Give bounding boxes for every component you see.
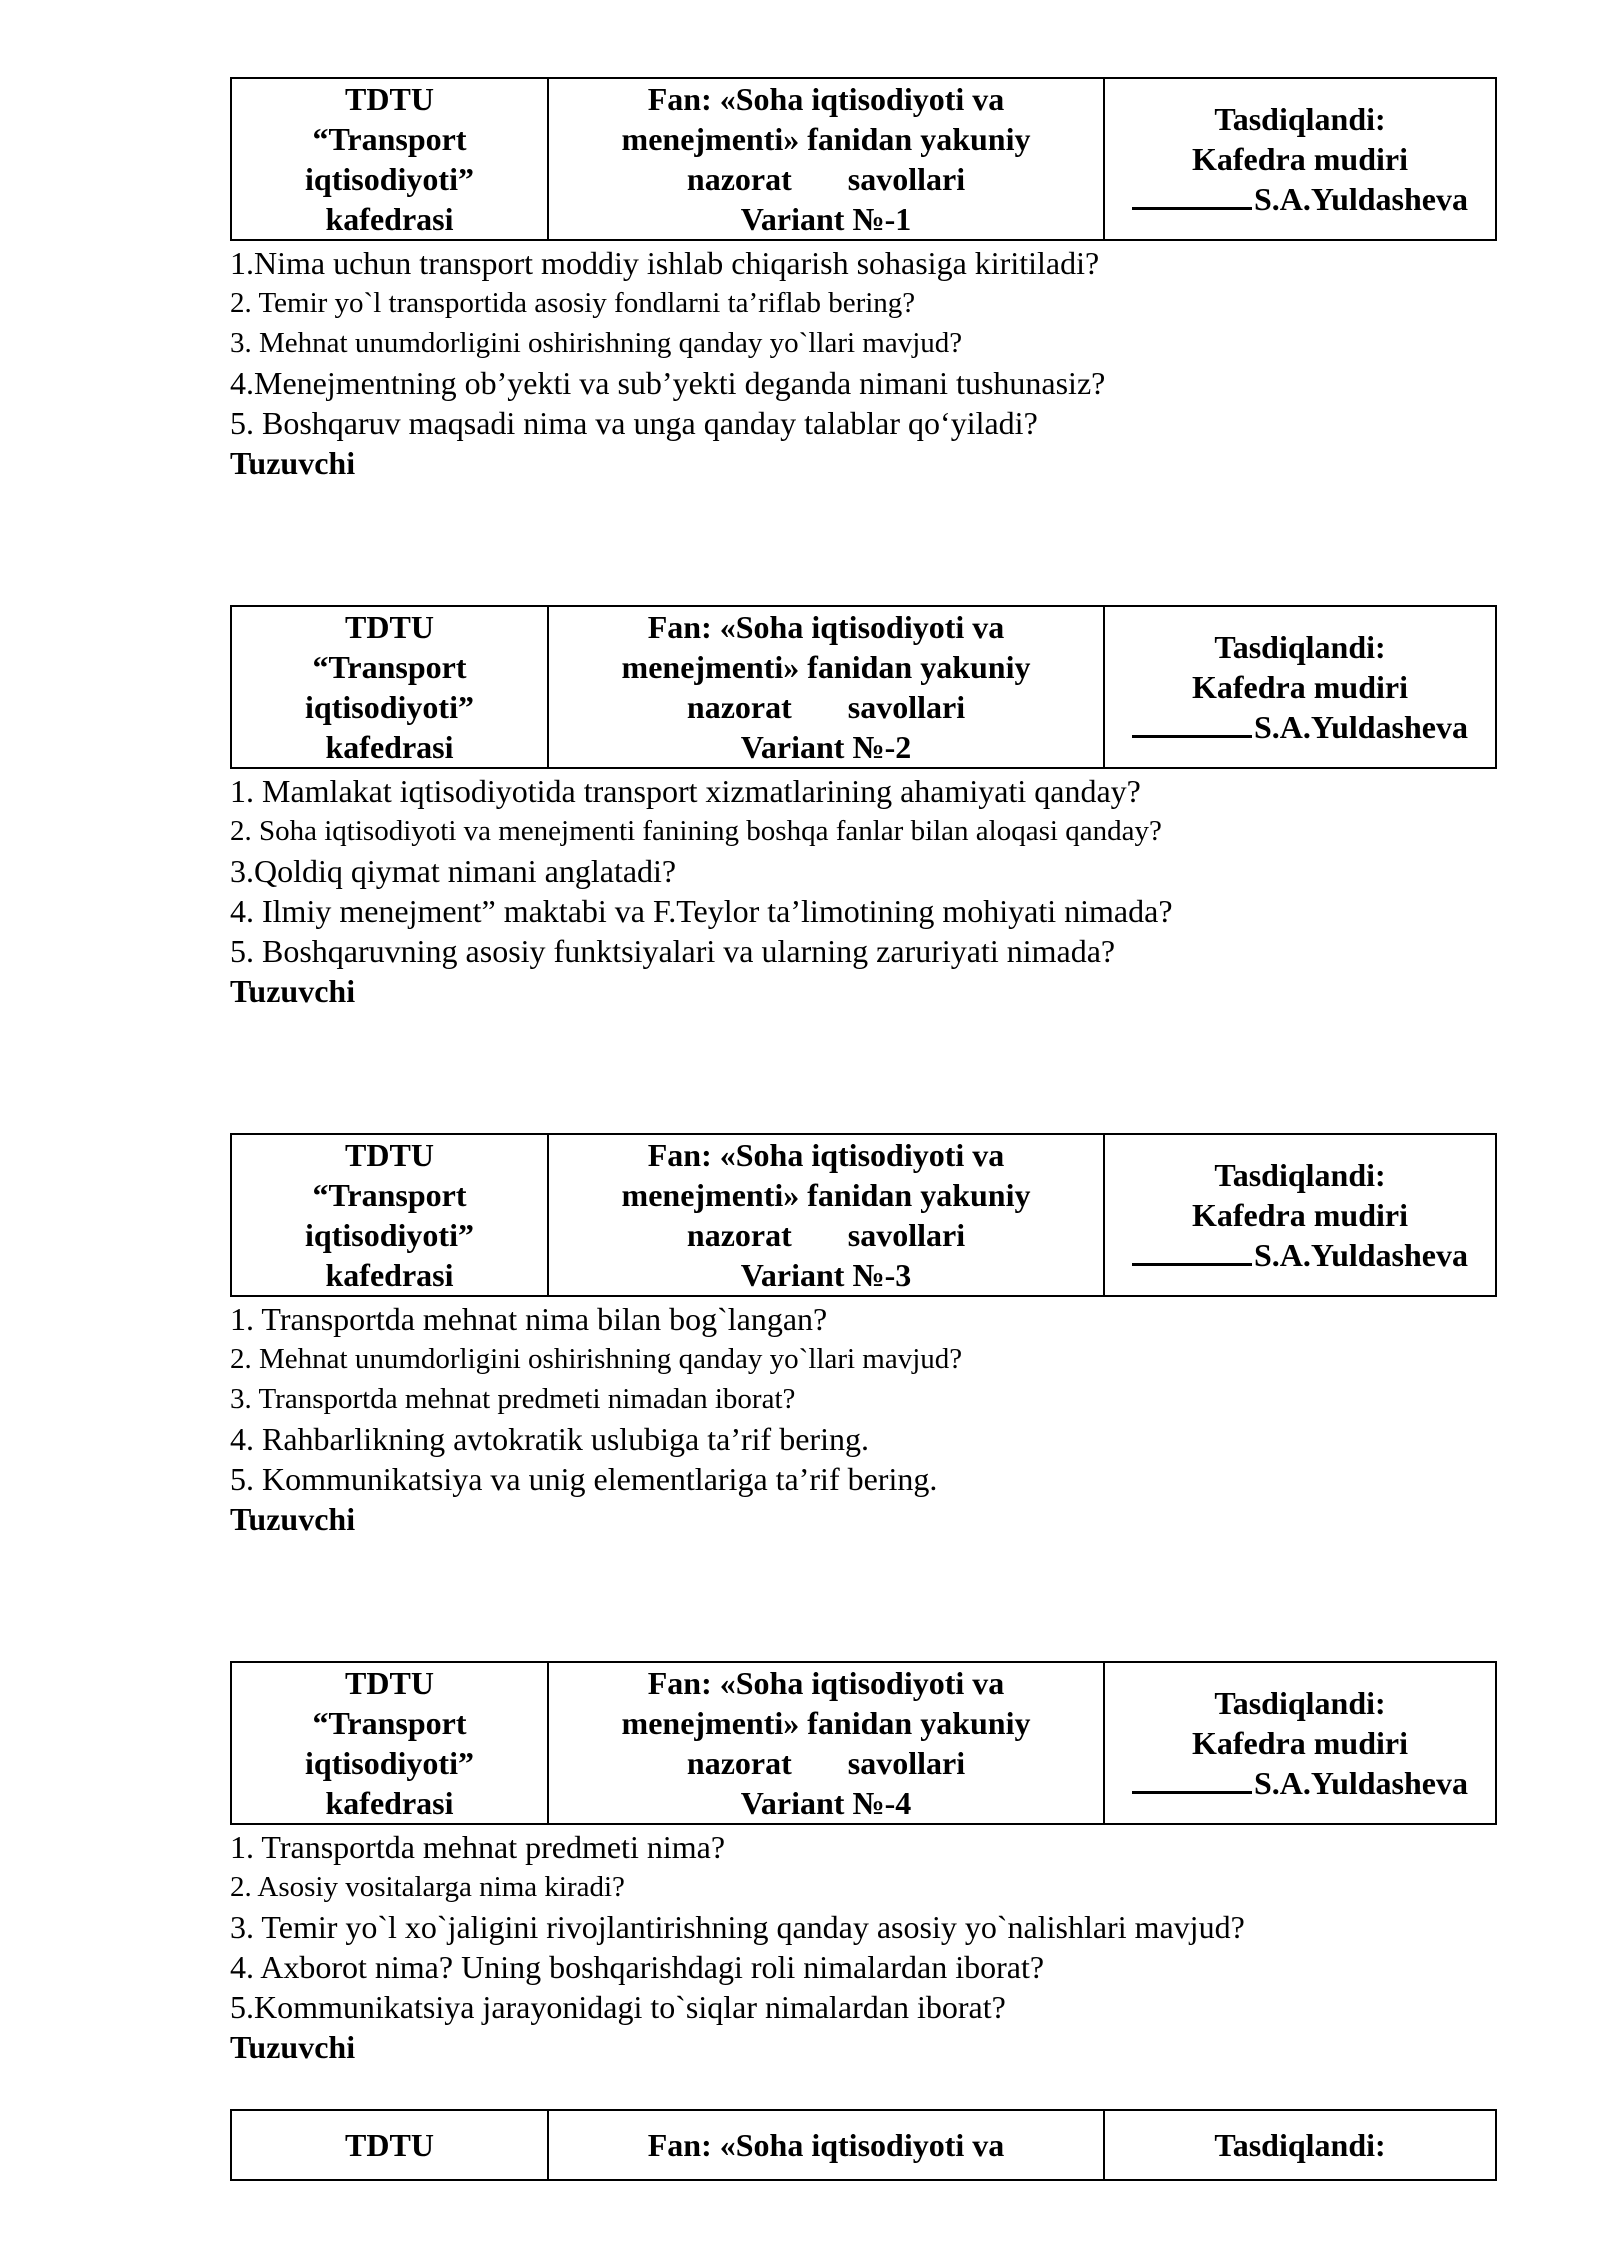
department-line: iqtisodiyoti” bbox=[305, 689, 474, 725]
department-cell bbox=[231, 78, 548, 240]
subject-line: menejmenti» fanidan yakuniy bbox=[621, 649, 1031, 685]
question-item: 4. Rahbarlikning avtokratik uslubiga ta’rif bering. bbox=[230, 1421, 869, 1457]
question-item: 2. Asosiy vositalarga nima kiradi? bbox=[230, 1871, 625, 1903]
question-list bbox=[230, 1299, 1495, 1499]
department-line: kafedrasi bbox=[325, 1785, 454, 1821]
subject-cell bbox=[548, 1134, 1104, 1296]
subject-line: Fan: «Soha iqtisodiyoti va bbox=[647, 609, 1005, 645]
signature-line bbox=[1132, 1239, 1252, 1266]
approval-signature bbox=[1109, 707, 1491, 747]
subject-cell bbox=[548, 78, 1104, 240]
question-item: 5.Kommunikatsiya jarayonidagi to`siqlar nimalardan iborat? bbox=[230, 1989, 1006, 2025]
question-item: 3.Qoldiq qiymat nimani anglatadi? bbox=[230, 853, 677, 889]
department-cell bbox=[231, 1134, 548, 1296]
department-line: kafedrasi bbox=[325, 201, 454, 237]
approval-signature bbox=[1109, 1763, 1491, 1803]
department-line: kafedrasi bbox=[325, 729, 454, 765]
approval-cell bbox=[1104, 1662, 1496, 1824]
approver-name: S.A.Yuldasheva bbox=[1253, 181, 1468, 217]
approval-signature bbox=[1109, 1235, 1491, 1275]
department-line: iqtisodiyoti” bbox=[305, 1745, 474, 1781]
subject-line: Fan: «Soha iqtisodiyoti va bbox=[647, 1137, 1005, 1173]
subject-line: menejmenti» fanidan yakuniy bbox=[621, 1705, 1031, 1741]
header-table bbox=[230, 1133, 1497, 1297]
question-item: 5. Boshqaruvning asosiy funktsiyalari va ularning zaruriyati nimada? bbox=[230, 933, 1116, 969]
department-line: TDTU bbox=[345, 81, 434, 117]
question-item: 1. Mamlakat iqtisodiyotida transport xizmatlarining ahamiyati qanday? bbox=[230, 773, 1141, 809]
approval-cell bbox=[1104, 78, 1496, 240]
header-table bbox=[230, 2109, 1497, 2181]
approval-label: Tasdiqlandi: bbox=[1214, 2127, 1386, 2163]
header-table bbox=[230, 1661, 1497, 1825]
department-line: TDTU bbox=[345, 609, 434, 645]
nazorat-word: nazorat bbox=[686, 161, 792, 197]
subject-line: Fan: «Soha iqtisodiyoti va bbox=[647, 2127, 1005, 2163]
signature-line bbox=[1132, 1767, 1252, 1794]
subject-line bbox=[553, 159, 1099, 199]
department-line: TDTU bbox=[345, 1665, 434, 1701]
subject-cell bbox=[548, 1662, 1104, 1824]
question-item: 2. Soha iqtisodiyoti va menejmenti fanining boshqa fanlar bilan aloqasi qanday? bbox=[230, 815, 1162, 847]
department-line: iqtisodiyoti” bbox=[305, 161, 474, 197]
approver-name: S.A.Yuldasheva bbox=[1253, 709, 1468, 745]
variant-title: Variant №-4 bbox=[740, 1785, 912, 1821]
question-item: 3. Temir yo`l xo`jaligini rivojlantirishning qanday asosiy yo`nalishlari mavjud? bbox=[230, 1909, 1245, 1945]
question-item: 5. Boshqaruv maqsadi nima va unga qanday talablar qo‘yiladi? bbox=[230, 405, 1038, 441]
question-item: 4. Ilmiy menejment” maktabi va F.Teylor ta’limotining mohiyati nimada? bbox=[230, 893, 1173, 929]
approval-cell bbox=[1104, 2110, 1496, 2180]
question-item: 1. Transportda mehnat predmeti nima? bbox=[230, 1829, 726, 1865]
question-item: 2. Temir yo`l transportida asosiy fondlarni ta’riflab bering? bbox=[230, 287, 916, 319]
department-line: iqtisodiyoti” bbox=[305, 1217, 474, 1253]
author-label: Tuzuvchi bbox=[230, 445, 356, 481]
signature-line bbox=[1132, 711, 1252, 738]
header-table bbox=[230, 605, 1497, 769]
subject-line: menejmenti» fanidan yakuniy bbox=[621, 121, 1031, 157]
question-item: 2. Mehnat unumdorligini oshirishning qanday yo`llari mavjud? bbox=[230, 1343, 963, 1375]
header-table bbox=[230, 77, 1497, 241]
approval-label: Tasdiqlandi: bbox=[1214, 1685, 1386, 1721]
nazorat-word: nazorat bbox=[686, 689, 792, 725]
variant-block bbox=[230, 605, 1495, 1011]
subject-line bbox=[553, 1743, 1099, 1783]
variant-block bbox=[230, 1661, 1495, 2067]
question-list bbox=[230, 771, 1495, 971]
department-line: “Transport bbox=[312, 121, 467, 157]
question-item: 4. Axborot nima? Uning boshqarishdagi roli nimalardan iborat? bbox=[230, 1949, 1045, 1985]
subject-cell bbox=[548, 2110, 1104, 2180]
variant-block-partial bbox=[230, 2109, 1495, 2181]
approval-position: Kafedra mudiri bbox=[1192, 1725, 1408, 1761]
question-item: 4.Menejmentning ob’yekti va sub’yekti deganda nimani tushunasiz? bbox=[230, 365, 1106, 401]
department-line: “Transport bbox=[312, 1705, 467, 1741]
nazorat-word: nazorat bbox=[686, 1745, 792, 1781]
approval-signature bbox=[1109, 179, 1491, 219]
approver-name: S.A.Yuldasheva bbox=[1253, 1765, 1468, 1801]
approval-position: Kafedra mudiri bbox=[1192, 669, 1408, 705]
savollari-word: savollari bbox=[847, 161, 966, 197]
department-cell bbox=[231, 1662, 548, 1824]
approval-label: Tasdiqlandi: bbox=[1214, 1157, 1386, 1193]
subject-line: Fan: «Soha iqtisodiyoti va bbox=[647, 81, 1005, 117]
question-item: 1. Transportda mehnat nima bilan bog`langan? bbox=[230, 1301, 828, 1337]
department-line: TDTU bbox=[345, 2127, 434, 2163]
signature-line bbox=[1132, 183, 1252, 210]
subject-cell bbox=[548, 606, 1104, 768]
approval-label: Tasdiqlandi: bbox=[1214, 101, 1386, 137]
department-cell bbox=[231, 2110, 548, 2180]
variant-title: Variant №-1 bbox=[740, 201, 912, 237]
approval-cell bbox=[1104, 1134, 1496, 1296]
subject-line: menejmenti» fanidan yakuniy bbox=[621, 1177, 1031, 1213]
author-label: Tuzuvchi bbox=[230, 1501, 356, 1537]
variant-block bbox=[230, 1133, 1495, 1539]
approver-name: S.A.Yuldasheva bbox=[1253, 1237, 1468, 1273]
approval-label: Tasdiqlandi: bbox=[1214, 629, 1386, 665]
department-line: “Transport bbox=[312, 649, 467, 685]
approval-position: Kafedra mudiri bbox=[1192, 1197, 1408, 1233]
variant-title: Variant №-3 bbox=[740, 1257, 912, 1293]
question-item: 1.Nima uchun transport moddiy ishlab chiqarish sohasiga kiritiladi? bbox=[230, 245, 1100, 281]
approval-position: Kafedra mudiri bbox=[1192, 141, 1408, 177]
question-item: 3. Transportda mehnat predmeti nimadan iborat? bbox=[230, 1383, 796, 1415]
question-item: 3. Mehnat unumdorligini oshirishning qanday yo`llari mavjud? bbox=[230, 327, 963, 359]
approval-cell bbox=[1104, 606, 1496, 768]
question-item: 5. Kommunikatsiya va unig elementlariga ta’rif bering. bbox=[230, 1461, 938, 1497]
subject-line: Fan: «Soha iqtisodiyoti va bbox=[647, 1665, 1005, 1701]
question-list bbox=[230, 243, 1495, 443]
author-label: Tuzuvchi bbox=[230, 2029, 356, 2065]
subject-line bbox=[553, 1215, 1099, 1255]
department-line: “Transport bbox=[312, 1177, 467, 1213]
department-cell bbox=[231, 606, 548, 768]
savollari-word: savollari bbox=[847, 1217, 966, 1253]
savollari-word: savollari bbox=[847, 1745, 966, 1781]
subject-line bbox=[553, 687, 1099, 727]
department-line: kafedrasi bbox=[325, 1257, 454, 1293]
savollari-word: savollari bbox=[847, 689, 966, 725]
author-label: Tuzuvchi bbox=[230, 973, 356, 1009]
question-list bbox=[230, 1827, 1495, 2027]
variant-block bbox=[230, 77, 1495, 483]
nazorat-word: nazorat bbox=[686, 1217, 792, 1253]
variant-title: Variant №-2 bbox=[740, 729, 912, 765]
department-line: TDTU bbox=[345, 1137, 434, 1173]
